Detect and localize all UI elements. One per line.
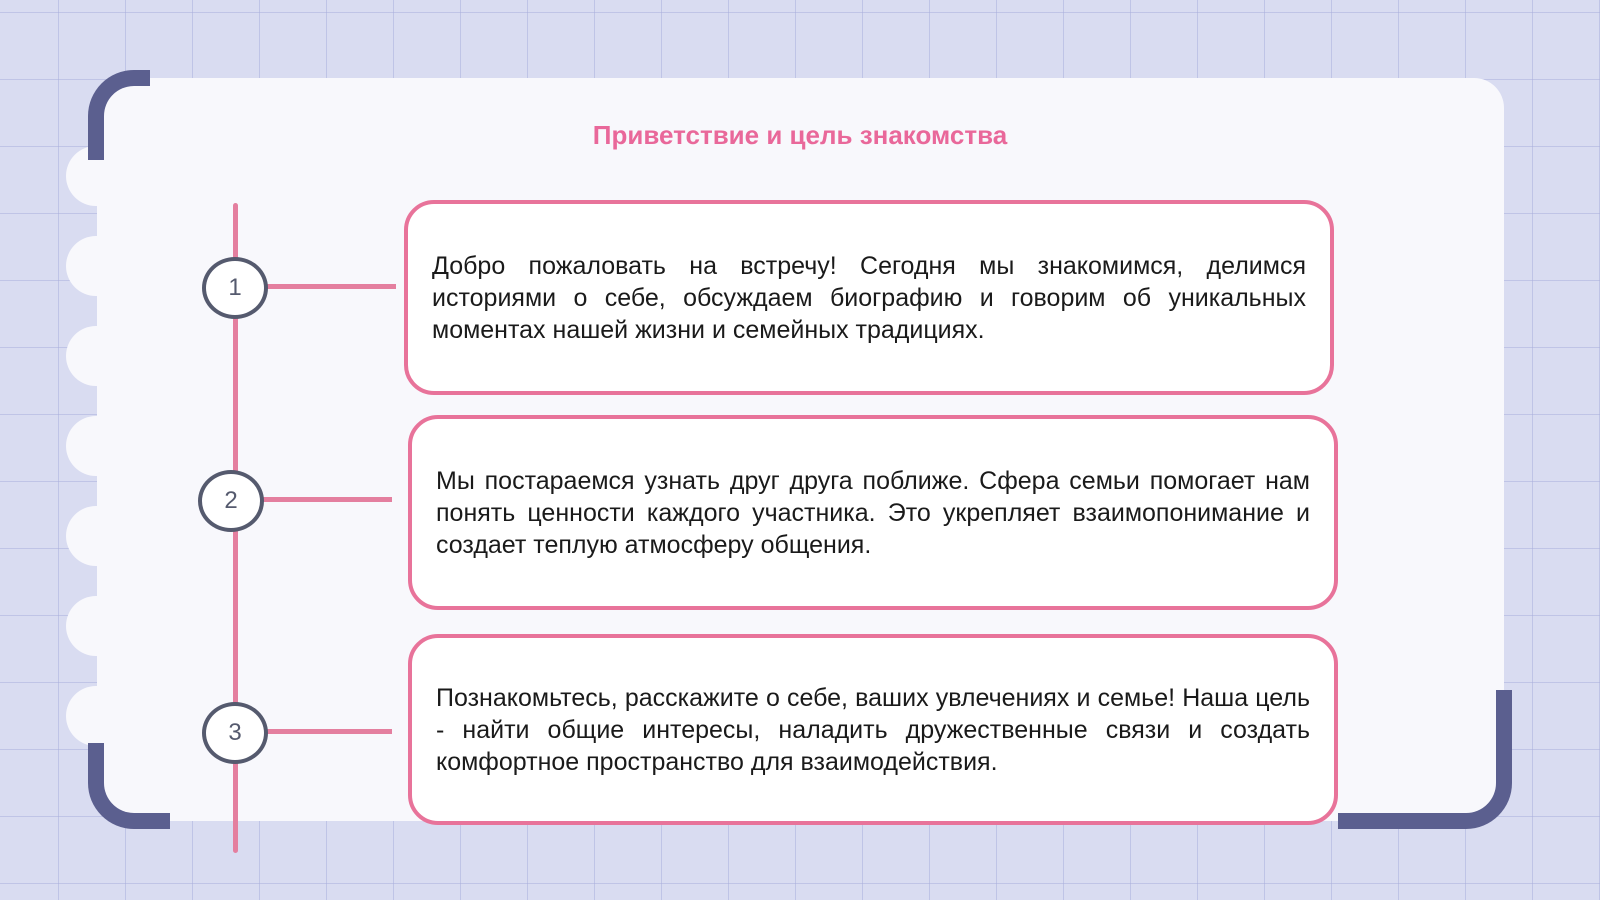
step-3-text: Познакомьтесь, расскажите о себе, ваших увлечениях и семье! Наша цель - найти общие интересы, наладить дружественные связи и создать комфортное пространство для взаимодействия. — [436, 683, 1310, 776]
step-1-text: Добро пожаловать на встречу! Сегодня мы знакомимся, делимся историями о себе, обсуждаем биографию и говорим об уникальных моментах нашей жизни и семейных традициях. — [432, 251, 1306, 344]
corner-bracket-bottom-right — [1338, 690, 1512, 829]
step-2-text: Мы постараемся узнать друг друга поближе. Сфера семьи помогает нам понять ценности каждого участника. Это укрепляет взаимопонимание и создает теплую атмосферу общения. — [436, 466, 1310, 559]
step-1-connector — [266, 284, 396, 289]
card-edge-scallop — [66, 416, 126, 476]
step-2-number-badge: 2 — [198, 470, 264, 532]
card-edge-scallop — [66, 236, 126, 296]
card-edge-scallop — [66, 686, 126, 746]
slide-title: Приветствие и цель знакомства — [592, 120, 1008, 150]
corner-bracket-bottom-left — [88, 743, 170, 829]
card-edge-scallop — [66, 506, 126, 566]
step-3-card — [408, 634, 1338, 825]
card-edge-scallop — [66, 326, 126, 386]
step-2-card — [408, 415, 1338, 610]
step-1-number-badge: 1 — [202, 257, 268, 319]
step-3-connector — [266, 729, 392, 734]
step-2-connector — [262, 497, 392, 502]
corner-bracket-top-left — [88, 70, 150, 160]
step-3-number-badge: 3 — [202, 702, 268, 764]
step-1-card — [404, 200, 1334, 395]
card-edge-scallop — [66, 596, 126, 656]
